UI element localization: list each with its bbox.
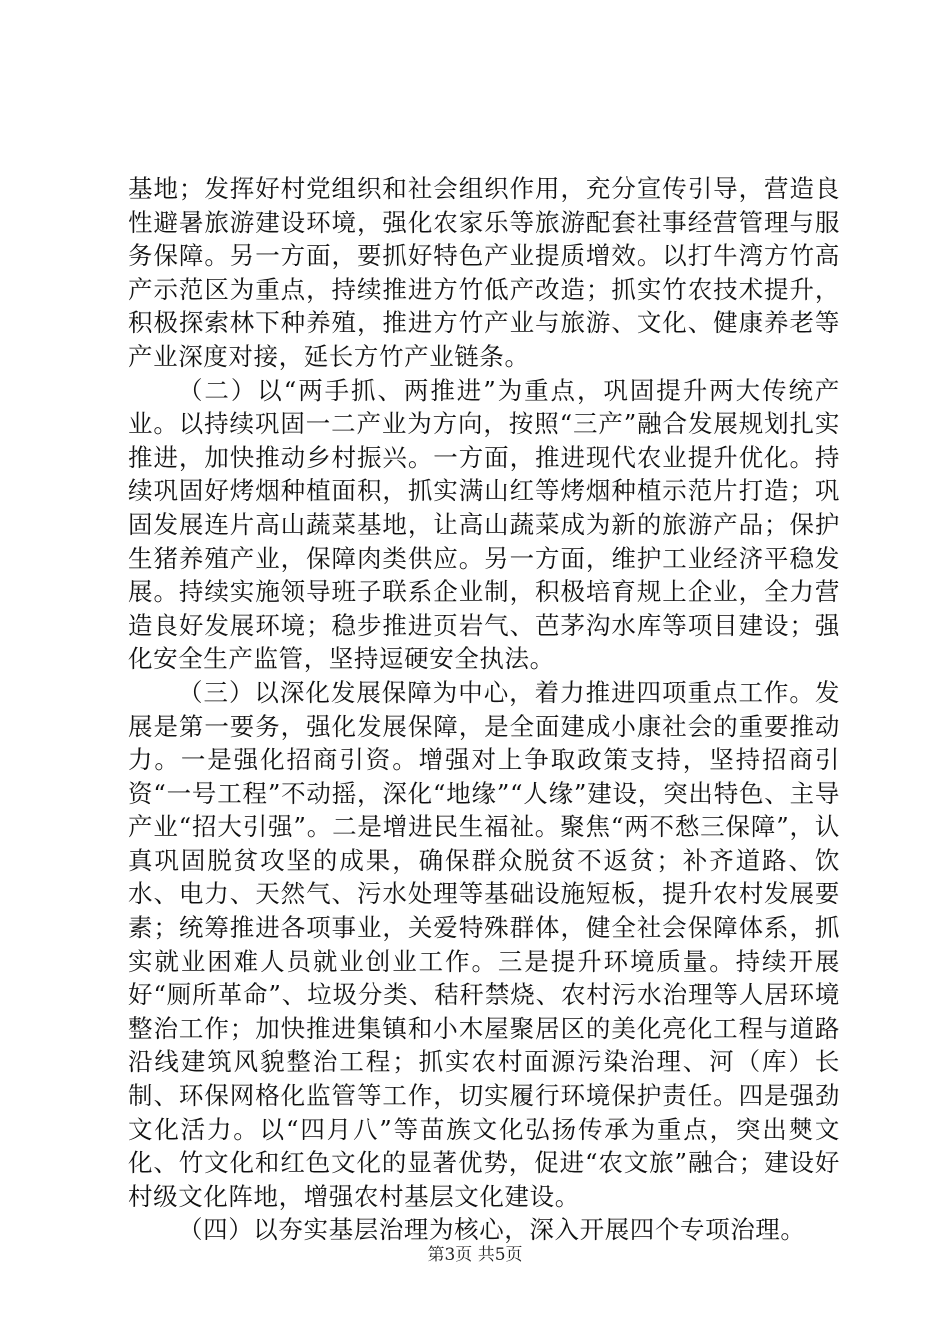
- page-footer: [0, 1244, 950, 1266]
- paragraph-continuation: 基地；发挥好村党组织和社会组织作用，充分宣传引导，营造良性避暑旅游建设环境，强化农家乐等旅游配套社事经营管理与服务保障。另一方面，要抓好特色产业提质增效。以打牛湾方竹高产示范区为重点，持续推进方竹低产改造；抓实竹农技术提升，积极探索林下种养殖，推进方竹产业与旅游、文化、健康养老等产业深度对接，延长方竹产业链条。: [128, 174, 840, 371]
- page-number-label: 第3页 共5页: [427, 1245, 523, 1265]
- paragraph-section-two: （二）以“两手抓、两推进”为重点，巩固提升两大传统产业。以持续巩固一二产业为方向，按照“三产”融合发展规划扎实推进，加快推动乡村振兴。一方面，推进现代农业提升优化。持续巩固好烤烟种植面积，抓实满山红等烤烟种植示范片打造；巩固发展连片高山蔬菜基地，让高山蔬菜成为新的旅游产品；保护生猪养殖产业，保障肉类供应。另一方面，维护工业经济平稳发展。持续实施领导班子联系企业制，积极培育规上企业，全力营造良好发展环境；稳步推进页岩气、芭茅沟水库等项目建设；强化安全生产监管，坚持逗硬安全执法。: [128, 375, 840, 674]
- paragraph-section-three: （三）以深化发展保障为中心，着力推进四项重点工作。发展是第一要务，强化发展保障，是全面建成小康社会的重要推动力。一是强化招商引资。增强对上争取政策支持，坚持招商引资“一号工程”不动摇，深化“地缘”“人缘”建设，突出特色、主导产业“招大引强”。二是增进民生福祉。聚焦“两不愁三保障”，认真巩固脱贫攻坚的成果，确保群众脱贫不返贫；补齐道路、饮水、电力、天然气、污水处理等基础设施短板，提升农村发展要素；统筹推进各项事业，关爱特殊群体，健全社会保障体系，抓实就业困难人员就业创业工作。三是提升环境质量。持续开展好“厕所革命”、垃圾分类、秸秆禁烧、农村污水治理等人居环境整治工作；加快推进集镇和小木屋聚居区的美化亮化工程与道路沿线建筑风貌整治工程；抓实农村面源污染治理、河（库）长制、环保网格化监管等工作，切实履行环境保护责任。四是强劲文化活力。以“四月八”等苗族文化弘扬传承为重点，突出僰文化、竹文化和红色文化的显著优势，促进“农文旅”融合；建设好村级文化阵地，增强农村基层文化建设。: [128, 677, 840, 1211]
- paragraph-section-four: （四）以夯实基层治理为核心，深入开展四个专项治理。: [178, 1215, 806, 1245]
- document-body: [128, 172, 840, 1247]
